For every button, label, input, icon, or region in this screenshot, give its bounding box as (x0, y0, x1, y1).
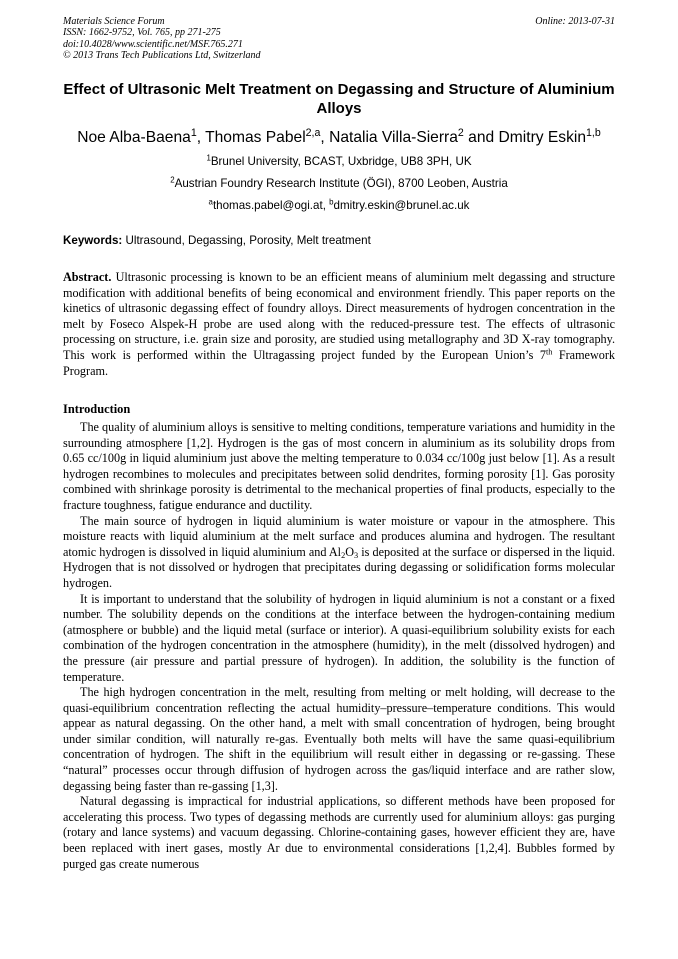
abstract-superscript: th (545, 347, 553, 357)
email-separator: , (322, 199, 330, 212)
paragraph-text: The main source of hydrogen in liquid aluminium is water moisture or vapour in the atmosphere. This moisture reacts with liquid aluminium at the melt surface and produces alumina and hydrogen. The resultant atomic hydrogen is dissolved in liquid aluminium and Al (63, 513, 615, 559)
abstract-text: Ultrasonic processing is known to be an efficient means of aluminium melt degassing and structure modification with additional benefits of being economical and environment friendly. This paper reports on the kinetics of ultrasonic degassing effect of foundry alloys. Direct measurements of hydrogen concentration in the melt by Foseco Alspek-H probe are used along with the reduced-pressure test. The effects of ultrasonic processing on structure, i.e. grain size and porosity, are studied using metallography and 3D X-ray tomography. This work is performed within the Ultragassing project funded by the European Union’s 7 (63, 270, 615, 362)
section-heading-introduction: Introduction (63, 402, 131, 416)
paragraph: It is important to understand that the solubility of hydrogen in liquid aluminium is not a constant or a fixed number. The solubility depends on the conditions at the interface between the hydrogen-containing medium (atmosphere or bubble) and the liquid metal (surface or interior). A quasi-equilibrium solubility exists for each combination of the hydrogen concentration in the atmosphere (humidity), in the melt (dissolved hydrogen) and the pressure (air pressure and partial pressure of hydrogen). In addition, the solubility is the function of temperature. (63, 591, 615, 684)
affiliation-2 (63, 177, 615, 191)
affiliation-mark: 2 (170, 175, 175, 185)
abstract-text-end: Framework Program. (63, 347, 615, 378)
journal-doi: doi:10.4028/www.scientific.net/MSF.765.271 (63, 38, 243, 50)
subscript: 3 (354, 550, 359, 560)
author-affiliation-mark: 1,b (586, 127, 601, 140)
introduction-body (63, 420, 615, 872)
paper-title: Effect of Ultrasonic Melt Treatment on Degassing and Structure of Aluminium Alloys (63, 81, 615, 117)
author-affiliation-mark: 1 (190, 127, 197, 140)
paragraph (63, 514, 615, 592)
subscript: 2 (341, 550, 346, 560)
paragraph: The high hydrogen concentration in the melt, resulting from melting or melt holding, will decrease to the quasi-equilibrium concentration reflecting the actual humidity–pressure–temperature conditions. This would appear as natural degassing. On the other hand, a melt with small concentration of hydrogen, being brought under similar condition, will naturally re-gas. Eventually both melts will have the same quasi-equilibrium concentration of hydrogen. The shift in the equilibrium will result either in degassing or re-gassing. These “natural” processes occur through diffusion of hydrogen across the gas/liquid interface and are rather slow, degassing being faster than re-gassing [1,3]. (63, 685, 615, 793)
journal-copyright: © 2013 Trans Tech Publications Ltd, Switzerland (63, 49, 261, 61)
author-name: Thomas Pabel (205, 129, 306, 146)
abstract-label: Abstract. (63, 270, 112, 284)
author-name: Dmitry Eskin (498, 129, 587, 146)
author-separator: , (320, 129, 330, 146)
paragraph-text: O (345, 544, 355, 559)
author-affiliation-mark: 2 (457, 127, 464, 140)
affiliation-text: Austrian Foundry Research Institute (ÖGI), 8700 Leoben, Austria (174, 177, 508, 190)
paragraph-text: is deposited at the surface or dispersed in the liquid. Hydrogen that is not dissolved or hydrogen that precipitates during degassing or solidification forms molecular hydrogen. (63, 544, 615, 590)
journal-header (63, 16, 615, 61)
journal-name: Materials Science Forum (63, 16, 165, 27)
author-name: Noe Alba-Baena (77, 129, 191, 146)
affiliation-1 (63, 155, 615, 169)
author-and: and (463, 129, 499, 146)
author-affiliation-mark: 2,a (305, 127, 321, 140)
keywords (63, 234, 615, 248)
affiliation-text: Brunel University, BCAST, Uxbridge, UB8 3PH, UK (210, 155, 472, 168)
author-name: Natalia Villa-Sierra (329, 129, 458, 146)
email-mark: a (208, 197, 213, 207)
author-list (63, 128, 615, 148)
online-date: Online: 2013-07-31 (535, 16, 615, 27)
email-a: thomas.pabel@ogi.at (212, 199, 323, 212)
abstract (63, 270, 615, 379)
author-emails (63, 199, 615, 213)
author-separator: , (196, 129, 206, 146)
affiliation-mark: 1 (206, 153, 211, 163)
email-b: dmitry.eskin@brunel.ac.uk (333, 199, 470, 212)
journal-issn: ISSN: 1662-9752, Vol. 765, pp 271-275 (63, 27, 221, 39)
keywords-text: Ultrasound, Degassing, Porosity, Melt treatment (122, 234, 371, 247)
paragraph: Natural degassing is impractical for industrial applications, so different methods have been proposed for accelerating this process. Two types of degassing methods are currently used for aluminium alloys: gas purging (rotary and lance systems) and vacuum degassing. Chlorine-containing gases, however efficient they are, have been replaced with inert gases, mostly Ar due to environmental considerations [1,2,4]. Bubbles formed by purged gas create numerous (63, 794, 615, 871)
email-mark: b (329, 197, 334, 207)
paragraph: The quality of aluminium alloys is sensitive to melting conditions, temperature variations and humidity in the surrounding atmosphere [1,2]. Hydrogen is the gas of most concern in aluminium as its solubility drops from 0.65 cc/100g in liquid aluminium just above the melting temperature to 0.034 cc/100g just below [1]. As a result hydrogen recombines to molecules and precipitates between solid dendrites, forming porosity [1]. Gas porosity combined with shrinkage porosity is detrimental to the mechanical properties of final products, especially to the fracture toughness, fatigue endurance and ductility. (63, 420, 615, 512)
keywords-label: Keywords: (63, 234, 123, 247)
